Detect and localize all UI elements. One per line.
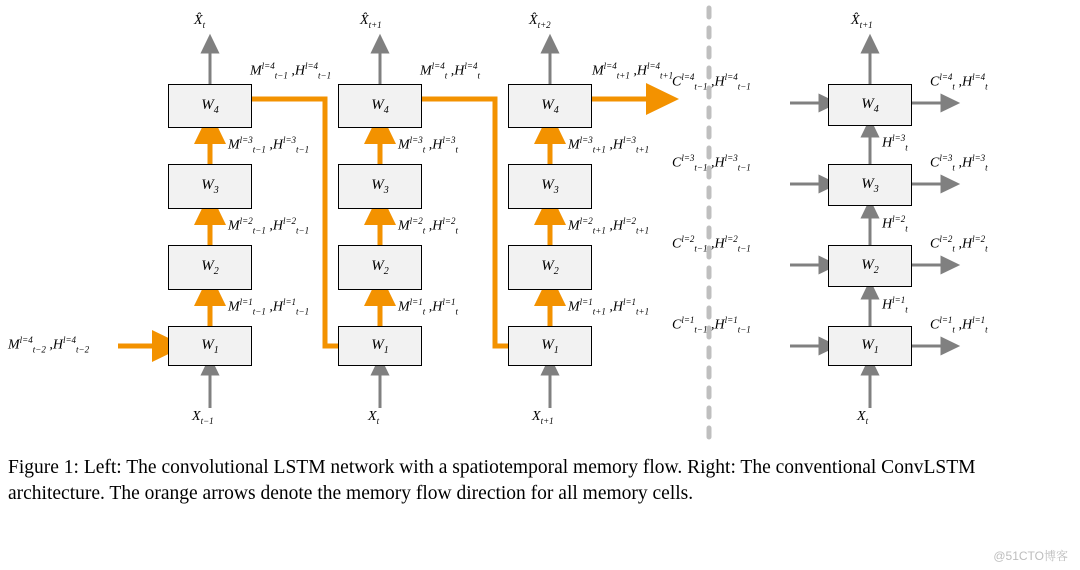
right-right-label-l4: $C^{l=4}_t$ $,H^{l=4}_t$: [930, 72, 988, 92]
node-label: $W_4$: [371, 96, 389, 116]
node-w1-col2[interactable]: [338, 326, 422, 366]
memory-input-label-col1: $M^{l=4}_{t-2}$ $,H^{l=4}_{t-2}$: [8, 335, 90, 355]
node-label: $W_3$: [201, 177, 219, 196]
right-left-label-l2: $C^{l=2}_{t-1}$ $,H^{l=2}_{t-1}$: [672, 234, 751, 254]
right-right-label-l1: $C^{l=1}_t$ $,H^{l=1}_t$: [930, 315, 988, 335]
right-right-label-l2: $C^{l=2}_t$ $,H^{l=2}_t$: [930, 234, 988, 254]
right-left-label-l3: $C^{l=3}_{t-1}$ $,H^{l=3}_{t-1}$: [672, 153, 751, 173]
node-label: $W_4$: [201, 96, 219, 116]
edge-label-l3-col2: $M^{l=3}_t$ $,H^{l=3}_t$: [398, 135, 458, 155]
node-w2-col1[interactable]: [168, 245, 252, 290]
node-w3-right[interactable]: [828, 164, 912, 206]
watermark: @51CTO博客: [993, 549, 1068, 563]
input-label-right: $X_t$: [857, 409, 869, 426]
node-w3-col2[interactable]: [338, 164, 422, 209]
node-label: $W_2$: [861, 256, 879, 276]
right-vertical-label-l2: $H^{l=2}_t$: [882, 214, 908, 234]
node-label: $W_3$: [541, 177, 559, 196]
input-label-col1: $X_{t-1}$: [192, 409, 214, 426]
node-w1-col3[interactable]: [508, 326, 592, 366]
node-label: $W_2$: [201, 258, 219, 277]
edge-label-l4-col2: $M^{l=4}_t$ $,H^{l=4}_t$: [420, 61, 480, 81]
node-label: $W_3$: [371, 177, 389, 196]
node-w3-col1[interactable]: [168, 164, 252, 209]
right-vertical-label-l1: $H^{l=1}_t$: [882, 295, 908, 315]
figure-caption: Figure 1: Left: The convolutional LSTM network with a spatiotemporal memory flow. Right: The conventional ConvLSTM architecture. The orange arrows denote the memory flow direction for all memory cells.: [8, 457, 976, 504]
right-vertical-label-l3: $H^{l=3}_t$: [882, 133, 908, 153]
node-w3-col3[interactable]: [508, 164, 592, 209]
node-label: $W_2$: [541, 258, 559, 277]
node-w4-col1[interactable]: [168, 84, 252, 128]
node-w2-col3[interactable]: [508, 245, 592, 290]
edge-label-l3-col3: $M^{l=3}_{t+1}$ $,H^{l=3}_{t+1}$: [568, 135, 650, 155]
right-left-label-l4: $C^{l=4}_{t-1}$ $,H^{l=4}_{t-1}$: [672, 72, 751, 92]
node-w1-col1[interactable]: [168, 326, 252, 366]
input-label-col3: $X_{t+1}$: [532, 409, 554, 426]
node-w2-right[interactable]: [828, 245, 912, 287]
node-label: $W_1$: [541, 336, 559, 356]
right-left-label-l1: $C^{l=1}_{t-1}$ $,H^{l=1}_{t-1}$: [672, 315, 751, 335]
edge-label-l1-col2: $M^{l=1}_t$ $,H^{l=1}_t$: [398, 297, 458, 317]
edge-label-l1-col1: $M^{l=1}_{t-1}$ $,H^{l=1}_{t-1}$: [228, 297, 310, 317]
output-label-col1: $X̂_t$: [194, 13, 206, 30]
output-label-right: $X̂_{t+1}$: [851, 13, 873, 30]
node-w2-col2[interactable]: [338, 245, 422, 290]
edge-label-l2-col3: $M^{l=2}_{t+1}$ $,H^{l=2}_{t+1}$: [568, 216, 650, 236]
node-label: $W_3$: [861, 175, 879, 195]
node-w1-right[interactable]: [828, 326, 912, 366]
output-label-col2: $X̂_{t+1}$: [360, 13, 382, 30]
edge-label-l2-col2: $M^{l=2}_t$ $,H^{l=2}_t$: [398, 216, 458, 236]
right-right-label-l3: $C^{l=3}_t$ $,H^{l=3}_t$: [930, 153, 988, 173]
edge-label-l3-col1: $M^{l=3}_{t-1}$ $,H^{l=3}_{t-1}$: [228, 135, 310, 155]
node-w4-right[interactable]: [828, 84, 912, 126]
node-label: $W_4$: [541, 96, 559, 116]
node-w4-col2[interactable]: [338, 84, 422, 128]
node-label: $W_2$: [371, 258, 389, 277]
input-label-col2: $X_t$: [368, 409, 380, 426]
edge-label-l1-col3: $M^{l=1}_{t+1}$ $,H^{l=1}_{t+1}$: [568, 297, 650, 317]
edge-label-l2-col1: $M^{l=2}_{t-1}$ $,H^{l=2}_{t-1}$: [228, 216, 310, 236]
edge-label-l4-col1: $M^{l=4}_{t-1}$ $,H^{l=4}_{t-1}$: [250, 61, 332, 81]
node-w4-col3[interactable]: [508, 84, 592, 128]
node-label: $W_1$: [861, 336, 879, 356]
node-label: $W_4$: [861, 95, 879, 115]
node-label: $W_1$: [201, 336, 219, 356]
edge-label-l4-col3: $M^{l=4}_{t+1}$ $,H^{l=4}_{t+1}$: [592, 61, 674, 81]
output-label-col3: $X̂_{t+2}$: [529, 13, 551, 30]
node-label: $W_1$: [371, 336, 389, 356]
